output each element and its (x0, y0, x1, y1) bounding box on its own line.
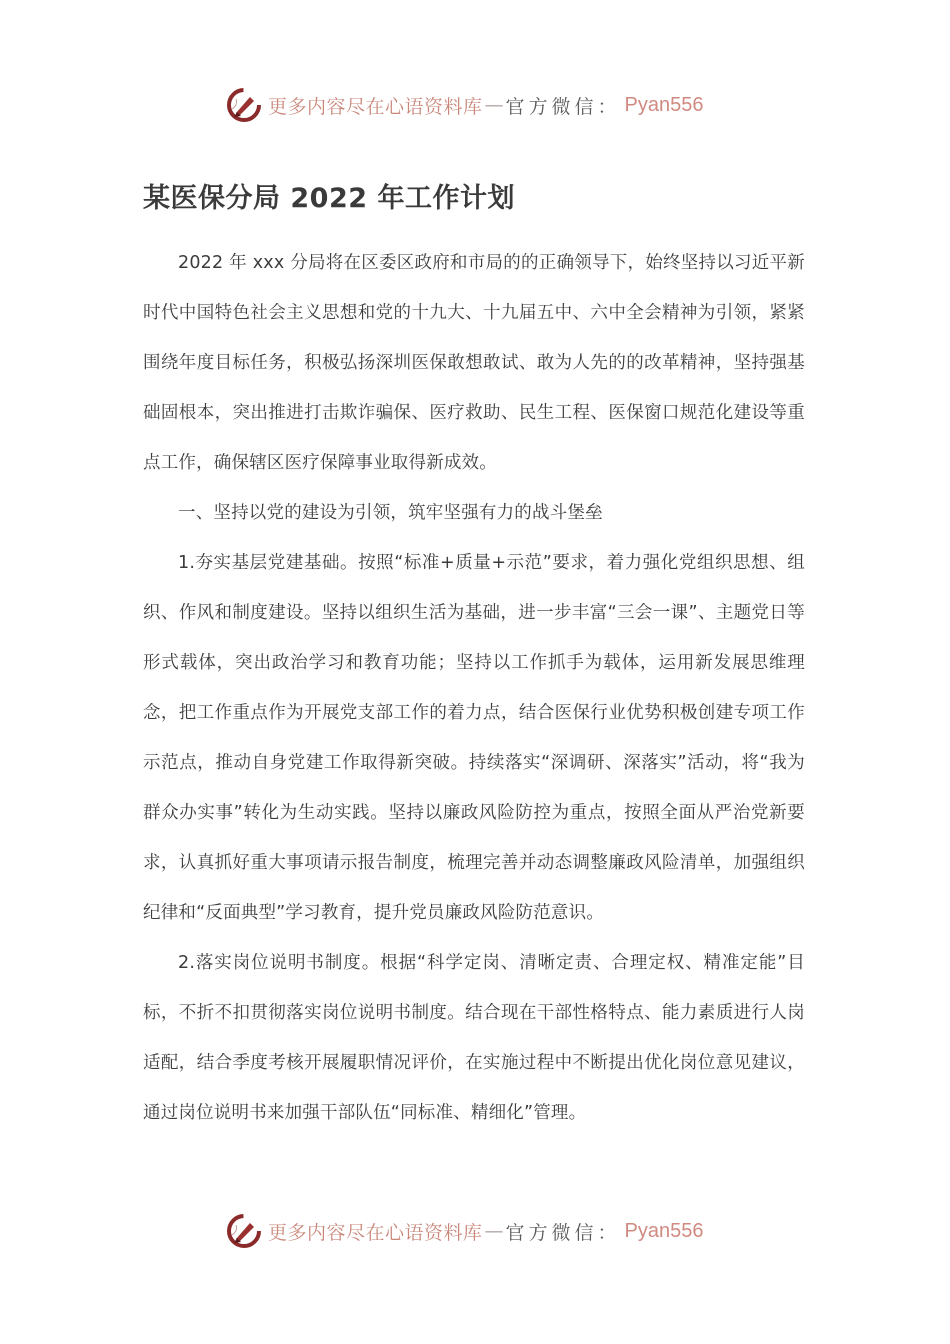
paragraph-item-2: 2.落实岗位说明书制度。根据“科学定岗、清晰定责、合理定权、精准定能”目标，不折不扣贯彻落实岗位说明书制度。结合现在干部性格特点、能力素质进行人岗适配，结合季度考核开展履职情况评价，在实施过程中不断提出优化岗位意见建议，通过岗位说明书来加强干部队伍“同标准、精细化”管理。 (143, 953, 805, 1123)
document-title: 某医保分局 2022 年工作计划 (143, 183, 515, 214)
watermark-dash: — (484, 94, 504, 116)
watermark-text: 更多内容尽在心语资料库 (268, 1221, 483, 1244)
pen-logo-icon (226, 1213, 262, 1249)
watermark-dash: — (484, 1220, 504, 1242)
pen-logo-icon (226, 87, 262, 123)
watermark-wechat-id: Pyan556 (624, 1219, 704, 1242)
section-heading-1: 一、坚持以党的建设为引领，筑牢坚强有力的战斗堡垒 (178, 503, 603, 523)
watermark-footer (226, 1211, 704, 1251)
paragraph-intro: 2022 年 xxx 分局将在区委区政府和市局的的正确领导下，始终坚持以习近平新时代中国特色社会主义思想和党的十九大、十九届五中、六中全会精神为引领，紧紧围绕年度目标任务，积极弘扬深圳医保敢想敢试、敢为人先的的改革精神，坚持强基础固根本，突出推进打击欺诈骗保、医疗救助、民生工程、医保窗口规范化建设等重点工作，确保辖区医疗保障事业取得新成效。 (143, 253, 805, 473)
watermark-wechat-id: Pyan556 (624, 93, 704, 116)
paragraph-item-1: 1.夯实基层党建基础。按照“标准+质量+示范”要求，着力强化党组织思想、组织、作风和制度建设。坚持以组织生活为基础，进一步丰富“三会一课”、主题党日等形式载体，突出政治学习和教育功能；坚持以工作抓手为载体，运用新发展思维理念，把工作重点作为开展党支部工作的着力点，结合医保行业优势积极创建专项工作示范点，推动自身党建工作取得新突破。持续落实“深调研、深落实”活动，将“我为群众办实事”转化为生动实践。坚持以廉政风险防控为重点，按照全面从严治党新要求，认真抓好重大事项请示报告制度，梳理完善并动态调整廉政风险清单，加强组织纪律和“反面典型”学习教育，提升党员廉政风险防范意识。 (143, 553, 805, 923)
watermark-header (226, 85, 704, 125)
document-body (143, 238, 805, 1138)
watermark-text: 更多内容尽在心语资料库 (268, 95, 483, 118)
watermark-wechat-label: 官方微信： (505, 95, 621, 118)
watermark-wechat-label: 官方微信： (505, 1221, 621, 1244)
